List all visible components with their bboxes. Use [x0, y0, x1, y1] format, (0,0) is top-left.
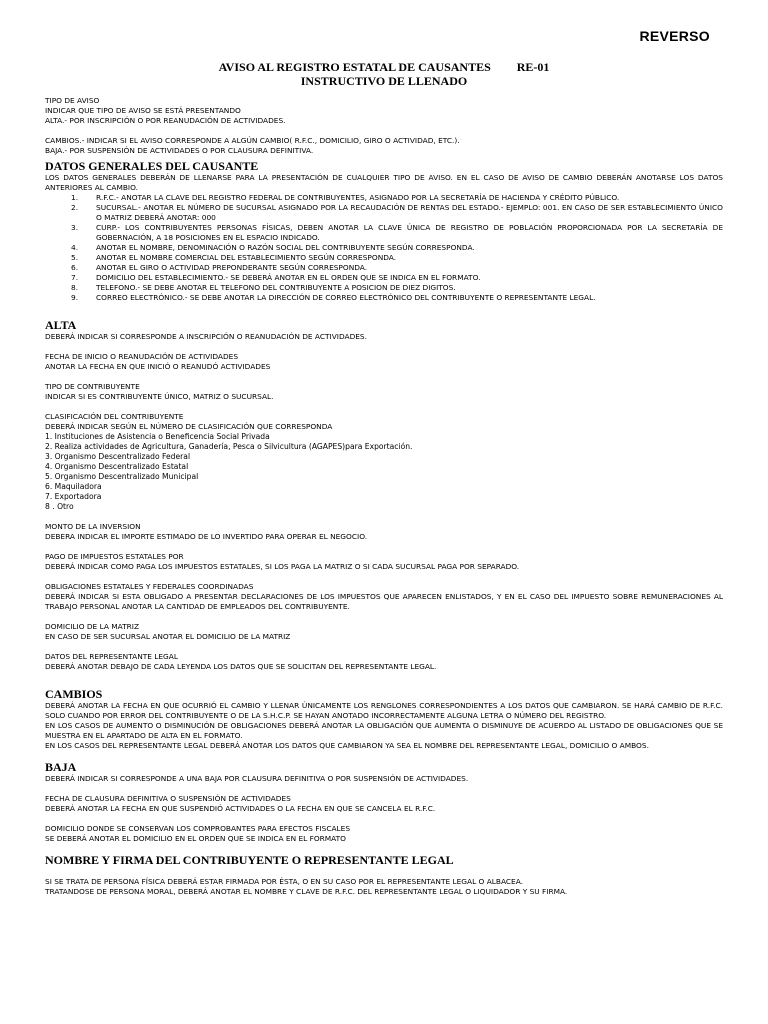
section-baja — [45, 761, 723, 784]
datos-generales-list — [45, 193, 723, 303]
list-item: 6. ANOTAR EL GIRO O ACTIVIDAD PREPONDERANTE SEGÚN CORRESPONDA. — [71, 263, 368, 272]
title-line-1 — [0, 60, 768, 74]
tipo-aviso-cambios: CAMBIOS.- INDICAR SI EL AVISO CORRESPONDE A ALGÚN CAMBIO( R.F.C., DOMICILIO, GIRO O ACTIVIDAD, ETC.). — [45, 136, 460, 145]
list-item: 8. TELEFONO.- SE DEBE ANOTAR EL TELEFONO DEL CONTRIBUYENTE A POSICION DE DIEZ DIGITOS. — [71, 283, 456, 292]
alta-domicilio-matriz — [45, 622, 723, 642]
list-item: 4. ANOTAR EL NOMBRE, DENOMINACIÓN O RAZÓN SOCIAL DEL CONTRIBUYENTE SEGÚN CORRESPONDA. — [71, 243, 475, 252]
form-code: RE-01 — [516, 60, 550, 74]
list-item: 5. ANOTAR EL NOMBRE COMERCIAL DEL ESTABLECIMIENTO SEGÚN CORRESPONDA. — [71, 253, 397, 262]
baja-domicilio-text: SE DEBERÁ ANOTAR EL DOMICILIO EN EL ORDEN QUE SE INDICA EN EL FORMATO — [45, 834, 346, 843]
list-item: 9. CORREO ELECTRÓNICO.- SE DEBE ANOTAR LA DIRECCIÓN DE CORREO ELECTRÓNICO DEL CONTRIBUYENTE O REPRESENTANTE LEGAL. — [71, 293, 596, 302]
alta-fecha-heading: FECHA DE INICIO O REANUDACIÓN DE ACTIVIDADES — [45, 352, 239, 361]
clasificacion-list — [45, 432, 723, 512]
alta-representante-text: DEBERÁ ANOTAR DEBAJO DE CADA LEYENDA LOS DATOS QUE SE SOLICITAN DEL REPRESENTANTE LEGAL. — [45, 662, 437, 671]
alta-pago-heading: PAGO DE IMPUESTOS ESTATALES POR — [45, 552, 184, 561]
alta-obligaciones-text: DEBERÁ INDICAR SI ESTA OBLIGADO A PRESENTAR DECLARACIONES DE LOS IMPUESTOS QUE APARECEN ENLISTADOS, Y EN EL CASO DEL IMPUESTO SOBRE REMUNERACIONES AL TRABAJO PERSONAL ANOTAR LA CANTIDAD DE EMPLEADOS DEL CONTRIBUYENTE. — [45, 592, 723, 611]
alta-monto-heading: MONTO DE LA INVERSION — [45, 522, 141, 531]
list-item: 3. Organismo Descentralizado Federal — [45, 452, 191, 461]
firma-persona-fisica: SI SE TRATA DE PERSONA FÍSICA DEBERÁ ESTAR FIRMADA POR ÉSTA, O EN SU CASO POR EL REPRESENTANTE LEGAL O ALBACEA. — [45, 877, 523, 886]
baja-intro: DEBERÁ INDICAR SI CORRESPONDE A UNA BAJA POR CLAUSURA DEFINITIVA O POR SUSPENSIÓN DE ACTIVIDADES. — [45, 774, 469, 783]
alta-representante — [45, 652, 723, 672]
alta-monto-text: DEBERA INDICAR EL IMPORTE ESTIMADO DE LO INVERTIDO PARA OPERAR EL NEGOCIO. — [45, 532, 368, 541]
tipo-aviso-alta: ALTA.- POR INSCRIPCIÓN O POR REANUDACIÓN DE ACTIVIDADES. — [45, 116, 286, 125]
list-item: 1. R.F.C.- ANOTAR LA CLAVE DEL REGISTRO FEDERAL DE CONTRIBUYENTES, ASIGNADO POR LA SECRETARÍA DE HACIENDA Y CRÉDITO PÚBLICO. — [71, 193, 620, 202]
baja-domicilio — [45, 824, 723, 844]
list-item: 2. Realiza actividades de Agricultura, Ganadería, Pesca o Silvicultura (AGAPES)para Exportación. — [45, 442, 413, 451]
firma-persona-moral: TRATANDOSE DE PERSONA MORAL, DEBERÁ ANOTAR EL NOMBRE Y CLAVE DE R.F.C. DEL REPRESENTANTE LEGAL O LIQUIDADOR Y SU FIRMA. — [45, 887, 568, 896]
list-item: 1. Instituciones de Asistencia o Beneficencia Social Privada — [45, 432, 270, 441]
tipo-aviso-line: INDICAR QUE TIPO DE AVISO SE ESTÁ PRESENTANDO — [45, 106, 241, 115]
reverso-label: REVERSO — [639, 28, 710, 44]
list-item: 7. DOMICILIO DEL ESTABLECIMIENTO.- SE DEBERÁ ANOTAR EN EL ORDEN QUE SE INDICA EN EL FORMATO. — [71, 273, 481, 282]
list-item: 7. Exportadora — [45, 492, 102, 501]
section-alta — [45, 319, 723, 342]
section-tipo-aviso — [45, 96, 723, 126]
alta-clasificacion-heading: CLASIFICACIÓN DEL CONTRIBUYENTE — [45, 412, 184, 421]
section-cambios — [45, 688, 723, 751]
list-item: 5. Organismo Descentralizado Municipal — [45, 472, 199, 481]
baja-domicilio-heading: DOMICILIO DONDE SE CONSERVAN LOS COMPROBANTES PARA EFECTOS FISCALES — [45, 824, 351, 833]
section-firma — [45, 854, 723, 867]
title-main: AVISO AL REGISTRO ESTATAL DE CAUSANTES — [218, 60, 491, 74]
alta-intro: DEBERÁ INDICAR SI CORRESPONDE A INSCRIPCIÓN O REANUDACIÓN DE ACTIVIDADES. — [45, 332, 367, 341]
alta-fecha — [45, 352, 723, 372]
baja-fecha-heading: FECHA DE CLAUSURA DEFINITIVA O SUSPENSIÓN DE ACTIVIDADES — [45, 794, 291, 803]
alta-tipo — [45, 382, 723, 402]
cambios-p3: EN LOS CASOS DEL REPRESENTANTE LEGAL DEBERÁ ANOTAR LOS DATOS QUE CAMBIARON YA SEA EL NOMBRE DEL REPRESENTANTE LEGAL, DOMICILIO O AMBOS. — [45, 741, 649, 750]
section-datos-generales — [45, 160, 723, 303]
alta-fecha-text: ANOTAR LA FECHA EN QUE INICIÓ O REANUDÓ ACTIVIDADES — [45, 362, 271, 371]
alta-clasificacion-text: DEBERÁ INDICAR SEGÚN EL NÚMERO DE CLASIFICACIÓN QUE CORRESPONDA — [45, 422, 333, 431]
alta-domicilio-heading: DOMICILIO DE LA MATRIZ — [45, 622, 140, 631]
baja-fecha-text: DEBERÁ ANOTAR LA FECHA EN QUE SUSPENDIÓ ACTIVIDADES O LA FECHA EN QUE SE CANCELA EL R.F.C. — [45, 804, 436, 813]
alta-pago-text: DEBERÁ INDICAR COMO PAGA LOS IMPUESTOS ESTATALES, SI LOS PAGA LA MATRIZ O SI CADA SUCURSAL PAGA POR SEPARADO. — [45, 562, 520, 571]
alta-tipo-heading: TIPO DE CONTRIBUYENTE — [45, 382, 140, 391]
list-item: 4. Organismo Descentralizado Estatal — [45, 462, 189, 471]
cambios-heading: CAMBIOS — [45, 687, 103, 701]
tipo-aviso-baja: BAJA.- POR SUSPENSIÓN DE ACTIVIDADES O POR CLAUSURA DEFINITIVA. — [45, 146, 314, 155]
cambios-p2: EN LOS CASOS DE AUMENTO O DISMINUCIÓN DE OBLIGACIONES DEBERÁ ANOTAR LA OBLIGACIÓN QUE AUMENTA O DISMINUYE DE ACUERDO AL LISTADO DE OBLIGACIONES QUE SE MUESTRA EN EL APARTADO DE ALTA EN EL FORMATO. — [45, 721, 723, 740]
document-body — [45, 96, 723, 897]
datos-generales-heading: DATOS GENERALES DEL CAUSANTE — [45, 159, 259, 173]
list-item: 6. Maquiladora — [45, 482, 102, 491]
list-item: 3. CURP.- LOS CONTRIBUYENTES PERSONAS FÍSICAS, DEBEN ANOTAR LA CLAVE ÚNICA DE REGISTRO DE POBLACIÓN PROPORCIONADA POR LA SECRETARÍA DE GOBERNACIÓN, A 18 POSICIONES EN EL ESPACIO INDICADO. — [71, 223, 723, 242]
alta-heading: ALTA — [45, 318, 77, 332]
alta-clasificacion — [45, 412, 723, 512]
alta-domicilio-text: EN CASO DE SER SUCURSAL ANOTAR EL DOMICILIO DE LA MATRIZ — [45, 632, 291, 641]
list-item: 2. SUCURSAL.- ANOTAR EL NÚMERO DE SUCURSAL ASIGNADO POR LA RECAUDACIÓN DE RENTAS DEL ESTADO.- EJEMPLO: 001. EN CASO DE SER ESTABLECIMIENTO ÚNICO O MATRIZ DEBERÁ ANOTAR: 000 — [71, 203, 723, 222]
datos-generales-intro: LOS DATOS GENERALES DEBERÁN DE LLENARSE PARA LA PRESENTACIÓN DE CUALQUIER TIPO DE AVISO. EN EL CASO DE AVISO DE CAMBIO DEBERÁN ANOTARSE LOS DATOS ANTERIORES AL CAMBIO. — [45, 173, 723, 192]
alta-obligaciones — [45, 582, 723, 612]
baja-fecha — [45, 794, 723, 814]
title-line-2: INSTRUCTIVO DE LLENADO — [300, 74, 468, 88]
list-item: 8 . Otro — [45, 502, 74, 511]
document-title — [0, 60, 768, 88]
alta-monto — [45, 522, 723, 542]
alta-pago — [45, 552, 723, 572]
tipo-aviso-heading: TIPO DE AVISO — [45, 96, 100, 105]
baja-heading: BAJA — [45, 760, 77, 774]
alta-representante-heading: DATOS DEL REPRESENTANTE LEGAL — [45, 652, 178, 661]
firma-heading: NOMBRE Y FIRMA DEL CONTRIBUYENTE O REPRESENTANTE LEGAL — [45, 853, 454, 867]
cambios-p1: DEBERÁ ANOTAR LA FECHA EN QUE OCURRIÓ EL CAMBIO Y LLENAR ÚNICAMENTE LOS RENGLONES CORRESPONDIENTES A LOS DATOS QUE CAMBIARON. SE HARÁ CAMBIO DE R.F.C. SOLO CUANDO POR ERROR DEL CONTRIBUYENTE O DE LA S.H.C.P. SE HAYAN ANOTADO INCORRECTAMENTE ALGUNA LETRA O NÚMERO DEL REGISTRO. — [45, 701, 723, 720]
alta-obligaciones-heading: OBLIGACIONES ESTATALES Y FEDERALES COORDINADAS — [45, 582, 254, 591]
alta-tipo-text: INDICAR SI ES CONTRIBUYENTE ÚNICO, MATRIZ O SUCURSAL. — [45, 392, 274, 401]
